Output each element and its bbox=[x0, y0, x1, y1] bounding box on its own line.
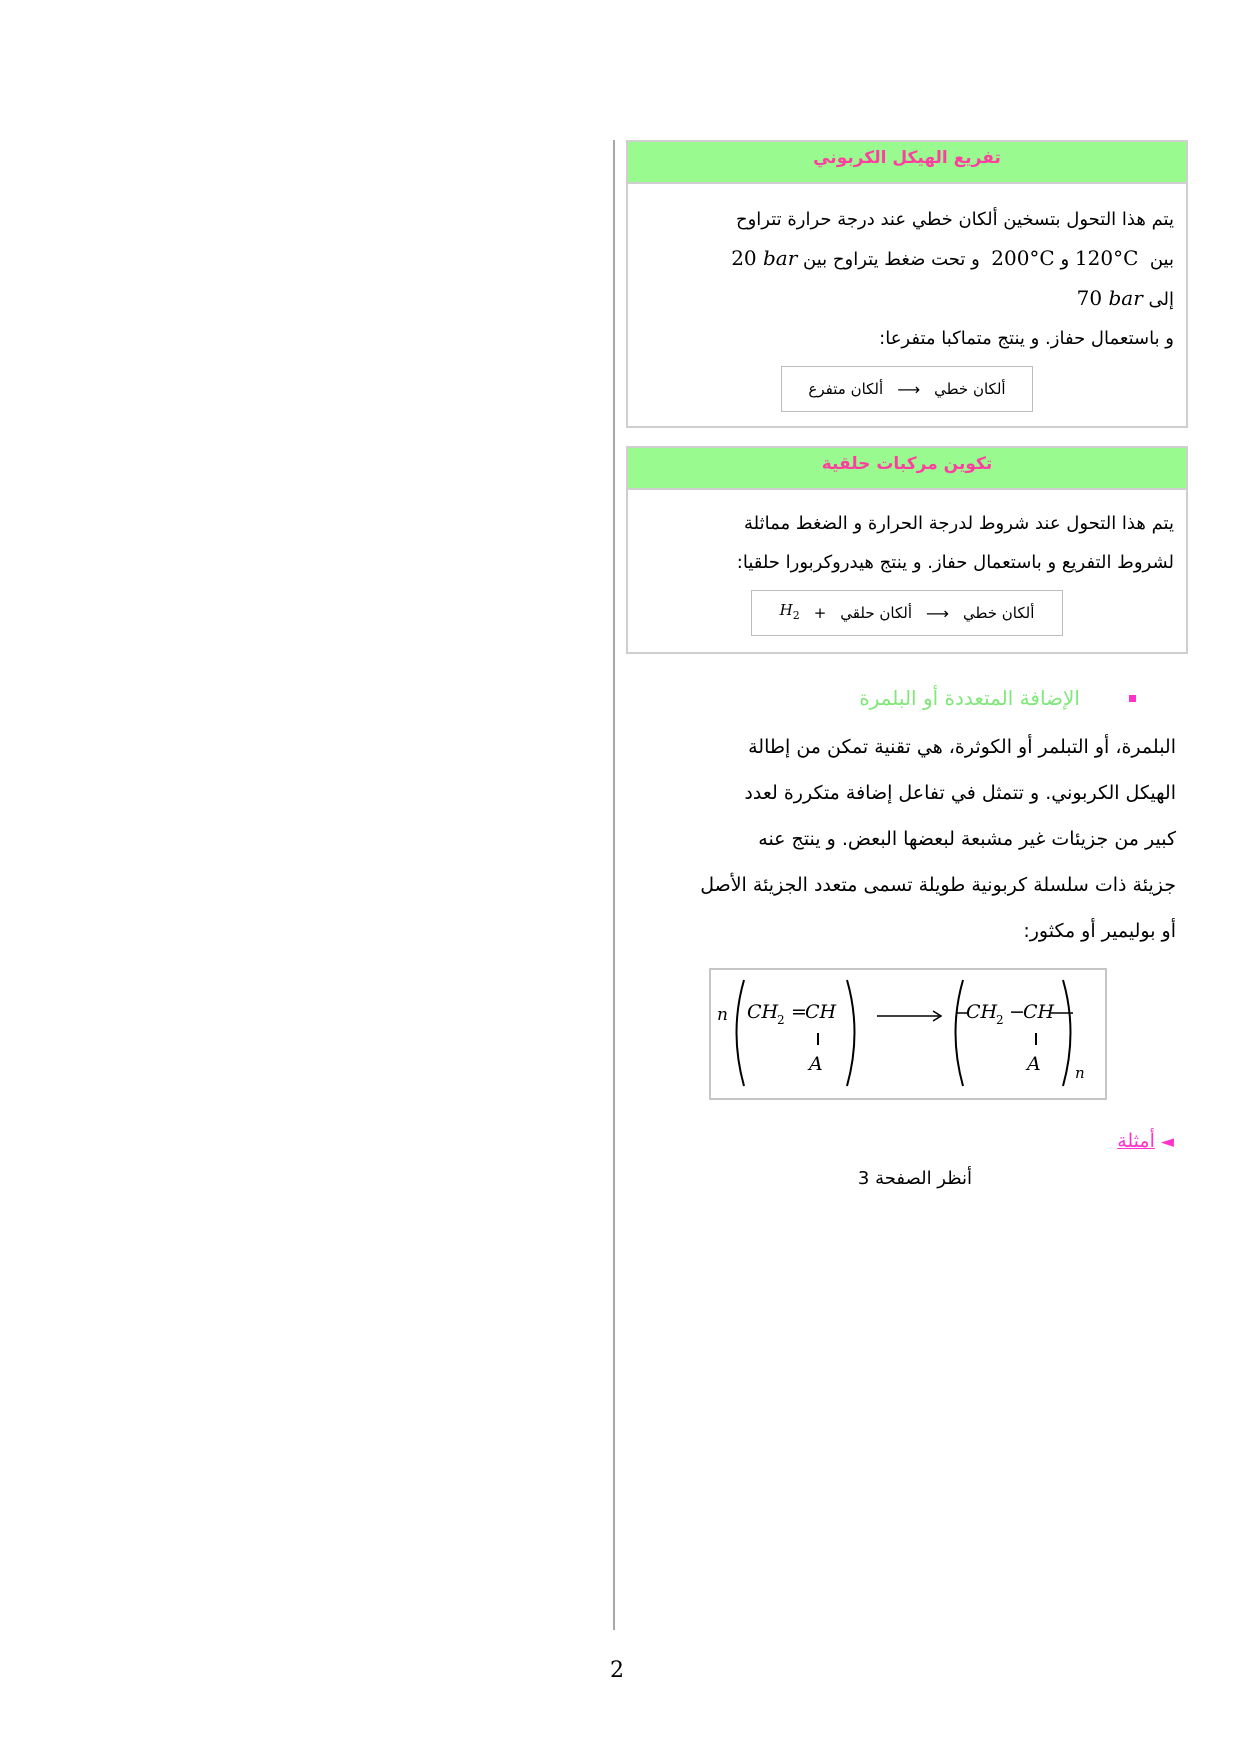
branching-equation bbox=[781, 366, 1033, 412]
eq-reactant: ألكان خطي bbox=[962, 603, 1035, 622]
formula-product-c1: CH bbox=[966, 1001, 998, 1023]
temp-min: 120°C bbox=[1074, 246, 1139, 270]
right-paren-icon bbox=[1063, 980, 1071, 1086]
formula-reactant-c1: CH bbox=[747, 1001, 779, 1023]
branching-line-1: يتم هذا التحول بتسخين ألكان خطي عند درجة حرارة تتراوح bbox=[735, 209, 1174, 230]
formula-double-bond: = bbox=[791, 1001, 807, 1023]
polymerization-heading bbox=[626, 686, 1188, 716]
text-between: بين bbox=[1149, 249, 1174, 270]
branching-line-2 bbox=[640, 239, 1174, 279]
paragraph-line: الهيكل الكربوني. و تتمثل في تفاعل إضافة متكررة لعدد bbox=[744, 782, 1176, 804]
formula-drawing bbox=[711, 970, 1105, 1098]
formula-single-bond: − bbox=[1009, 1001, 1025, 1023]
left-paren-icon bbox=[737, 980, 745, 1086]
column-divider bbox=[613, 140, 615, 1630]
branching-box bbox=[626, 140, 1188, 428]
see-page-note: أنظر الصفحة 3 bbox=[857, 1168, 972, 1189]
cyclization-equation bbox=[751, 590, 1063, 636]
content-column bbox=[626, 140, 1188, 1189]
eq-product: ألكان متفرع bbox=[808, 379, 884, 398]
polymerization-paragraph bbox=[626, 724, 1188, 954]
formula-reactant-c2: CH bbox=[805, 1001, 837, 1023]
polymerization-formula bbox=[709, 968, 1107, 1100]
pressure-max: 70 bar bbox=[1076, 286, 1143, 310]
branching-line-3 bbox=[640, 279, 1174, 319]
branching-line-4: و باستعمال حفاز. و ينتج متماكبا متفرعا: bbox=[879, 328, 1174, 349]
page-number: 2 bbox=[610, 1658, 624, 1683]
cyclization-title: تكوين مركبات حلقية bbox=[628, 448, 1186, 490]
temp-max: 200°C bbox=[991, 246, 1055, 270]
right-paren-icon bbox=[847, 980, 855, 1086]
paragraph-line: كبير من جزيئات غير مشبعة لبعضها البعض. و ينتج عنه bbox=[758, 828, 1176, 850]
text-pressure: و تحت ضغط يتراوح بين bbox=[803, 249, 980, 270]
arrow-icon: ⟶ bbox=[897, 379, 921, 399]
formula-index: n bbox=[1075, 1064, 1085, 1082]
eq-hydrogen: $H_2$ bbox=[779, 601, 800, 622]
formula-sub: 2 bbox=[777, 1013, 785, 1027]
cyclization-body bbox=[628, 490, 1186, 652]
cyclization-line-1: يتم هذا التحول عند شروط لدرجة الحرارة و الضغط مماثلة bbox=[743, 513, 1174, 534]
cyclization-box bbox=[626, 446, 1188, 654]
formula-coef: n bbox=[717, 1005, 728, 1025]
pressure-min: 20 bar bbox=[731, 246, 798, 270]
text-and: و bbox=[1060, 249, 1070, 270]
arrow-icon: ⟶ bbox=[926, 603, 949, 623]
paragraph-line: البلمرة، أو التبلمر أو الكوثرة، هي تقنية تمكن من إطالة bbox=[748, 736, 1176, 758]
left-paren-icon bbox=[956, 980, 964, 1086]
formula-branch-a: A bbox=[1027, 1053, 1041, 1075]
text-to: إلى bbox=[1148, 289, 1174, 310]
eq-reactant: ألكان خطي bbox=[934, 379, 1006, 398]
paragraph-line: أو بوليمير أو مكثور: bbox=[1023, 920, 1176, 942]
paragraph-line: جزيئة ذات سلسلة كربونية طويلة تسمى متعدد الجزيئة الأصل bbox=[700, 874, 1176, 896]
triangle-left-icon: ◄ bbox=[1160, 1132, 1174, 1152]
formula-sub: 2 bbox=[996, 1013, 1004, 1027]
polymerization-heading-label: الإضافة المتعددة أو البلمرة bbox=[859, 686, 1080, 710]
eq-product: ألكان حلقي bbox=[840, 603, 912, 622]
branching-title: تفريع الهيكل الكربوني bbox=[628, 142, 1186, 184]
eq-plus: + bbox=[813, 603, 827, 622]
examples-row bbox=[626, 1130, 1188, 1152]
cyclization-line-2: لشروط التفريع و باستعمال حفاز. و ينتج هيدروكربورا حلقيا: bbox=[736, 552, 1174, 573]
bullet-icon bbox=[1129, 695, 1136, 702]
branching-body bbox=[628, 184, 1186, 426]
formula-product-c2: CH bbox=[1023, 1001, 1055, 1023]
formula-branch-a: A bbox=[809, 1053, 823, 1075]
examples-link[interactable]: أمثلة bbox=[1117, 1130, 1155, 1152]
